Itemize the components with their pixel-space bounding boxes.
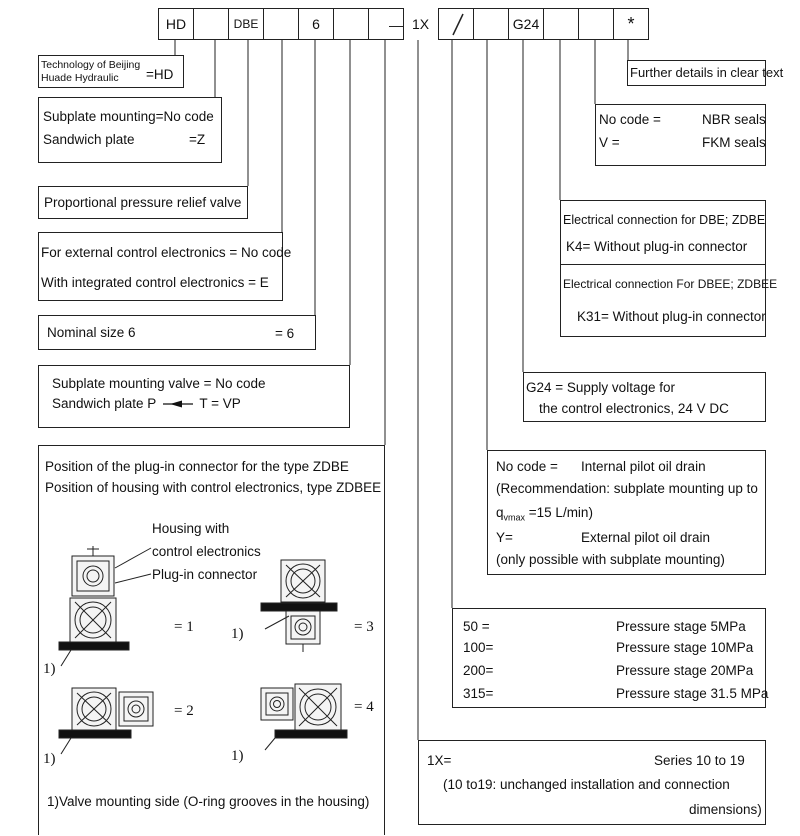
voltage-line2: the control electronics, 24 V DC bbox=[539, 401, 729, 416]
position-footnote: 1)Valve mounting side (O-ring grooves in the housing) bbox=[47, 794, 370, 809]
position-2-drawing bbox=[59, 688, 153, 754]
electrical-box-2 bbox=[560, 265, 778, 337]
drain-line1-value: Internal pilot oil drain bbox=[581, 459, 706, 474]
subplate-box bbox=[38, 365, 350, 428]
seals-row1-value: NBR seals bbox=[702, 112, 766, 127]
details-label: Further details in clear text bbox=[630, 65, 784, 80]
series-code: 1X= bbox=[427, 753, 452, 768]
pressure-label-2: Pressure stage 20MPa bbox=[616, 663, 754, 678]
seals-row1-key: No code = bbox=[599, 112, 661, 127]
position-4-drawing bbox=[261, 684, 347, 750]
nominal-size-code: = 6 bbox=[275, 326, 295, 341]
series-label: Series 10 to 19 bbox=[654, 753, 745, 768]
series-box bbox=[418, 740, 766, 825]
nominal-size-label: Nominal size 6 bbox=[47, 325, 136, 340]
electronics-line2: With integrated control electronics = E bbox=[41, 275, 269, 290]
pressure-label-0: Pressure stage 5MPa bbox=[616, 619, 746, 634]
position-line1: Position of the plug-in connector for the type ZDBE bbox=[45, 459, 349, 474]
series-line2: (10 to19: unchanged installation and connection bbox=[443, 777, 730, 792]
mounting-line1: Subplate mounting=No code bbox=[43, 109, 214, 124]
seals-row2-key: V = bbox=[599, 135, 620, 150]
code-cell-4 bbox=[263, 8, 299, 40]
drain-box bbox=[487, 450, 766, 575]
drain-line3 bbox=[496, 505, 593, 523]
connector-position-drawings bbox=[39, 446, 386, 836]
code-cell-10 bbox=[473, 8, 509, 40]
nominal-size-box bbox=[38, 315, 316, 350]
code-cell-slash bbox=[438, 8, 474, 40]
manufacturer-line2: Huade Hydraulic bbox=[41, 72, 119, 84]
drain-line2: (Recommendation: subplate mounting up to bbox=[496, 481, 758, 496]
subplate-line2 bbox=[52, 396, 241, 412]
slash-icon bbox=[439, 9, 475, 41]
code-cell-series: 1X bbox=[412, 16, 430, 32]
subplate-line2-tail: T = VP bbox=[199, 396, 241, 411]
series-line3: dimensions) bbox=[689, 802, 762, 817]
drain-q-subscript: vmax bbox=[503, 512, 526, 523]
drain-line1-key: No code = bbox=[496, 459, 558, 474]
manufacturer-box bbox=[38, 55, 184, 88]
pressure-code-3: 315= bbox=[463, 686, 494, 701]
details-box bbox=[627, 60, 784, 86]
ref-label-1: 1) bbox=[43, 661, 56, 677]
housing-label-line2: control electronics bbox=[152, 544, 261, 559]
pressure-box bbox=[452, 608, 769, 708]
ref-label-4: 1) bbox=[231, 748, 244, 764]
mounting-code: =Z bbox=[189, 132, 206, 147]
position-eq-1: = 1 bbox=[174, 619, 194, 635]
valve-type-box bbox=[38, 186, 248, 219]
electrical-box-1 bbox=[560, 200, 766, 265]
position-eq-2: = 2 bbox=[174, 703, 194, 719]
code-cell-dbe: DBE bbox=[228, 8, 264, 40]
drain-q-value: =15 L/min) bbox=[525, 505, 593, 520]
arrow-icon bbox=[160, 399, 196, 409]
electronics-line1: For external control electronics = No code bbox=[41, 245, 292, 260]
position-eq-4: = 4 bbox=[354, 699, 374, 715]
code-cell-hd: HD bbox=[158, 8, 194, 40]
code-cell-star: * bbox=[613, 8, 649, 40]
drain-q-symbol: q bbox=[496, 505, 504, 520]
pressure-label-3: Pressure stage 31.5 MPa bbox=[616, 686, 769, 701]
housing-label-line1: Housing with bbox=[152, 521, 230, 536]
pressure-code-2: 200= bbox=[463, 663, 494, 678]
electrical2-title: Electrical connection For DBEE; ZDBEE bbox=[563, 277, 778, 291]
electrical2-line: K31= Without plug-in connector bbox=[577, 309, 766, 324]
electrical1-title: Electrical connection for DBE; ZDBE bbox=[563, 213, 766, 227]
pressure-label-1: Pressure stage 10MPa bbox=[616, 640, 754, 655]
seals-row2-value: FKM seals bbox=[702, 135, 766, 150]
subplate-line1: Subplate mounting valve = No code bbox=[52, 376, 266, 391]
position-3-drawing bbox=[261, 560, 337, 652]
position-line2: Position of housing with control electronics, type ZDBEE bbox=[45, 480, 382, 495]
code-cell-12 bbox=[543, 8, 579, 40]
ref-label-3: 1) bbox=[231, 626, 244, 642]
position-1-drawing bbox=[59, 546, 151, 666]
voltage-box bbox=[523, 372, 766, 422]
position-box bbox=[38, 445, 385, 835]
electronics-box bbox=[38, 232, 292, 301]
mounting-line2: Sandwich plate bbox=[43, 132, 135, 147]
electrical1-line: K4= Without plug-in connector bbox=[566, 239, 748, 254]
valve-type-label: Proportional pressure relief valve bbox=[44, 195, 242, 210]
code-cell-size: 6 bbox=[298, 8, 334, 40]
pressure-code-0: 50 = bbox=[463, 619, 490, 634]
manufacturer-code: =HD bbox=[146, 67, 174, 82]
mounting-box bbox=[38, 97, 222, 163]
voltage-line1: G24 = Supply voltage for bbox=[526, 380, 675, 395]
ref-label-2: 1) bbox=[43, 751, 56, 767]
drain-line5: (only possible with subplate mounting) bbox=[496, 552, 725, 567]
code-dash: — bbox=[389, 17, 403, 33]
code-cell-13 bbox=[578, 8, 614, 40]
drain-line4-key: Y= bbox=[496, 530, 513, 545]
pressure-code-1: 100= bbox=[463, 640, 494, 655]
seals-box bbox=[595, 104, 766, 166]
manufacturer-line1: Technology of Beijing bbox=[41, 59, 141, 71]
code-cell-voltage: G24 bbox=[508, 8, 544, 40]
drain-line4-value: External pilot oil drain bbox=[581, 530, 711, 545]
subplate-line2-text: Sandwich plate P bbox=[52, 396, 157, 411]
code-cell-2 bbox=[193, 8, 229, 40]
code-cell-6 bbox=[333, 8, 369, 40]
position-eq-3: = 3 bbox=[354, 619, 374, 635]
plugin-label: Plug-in connector bbox=[152, 567, 258, 582]
